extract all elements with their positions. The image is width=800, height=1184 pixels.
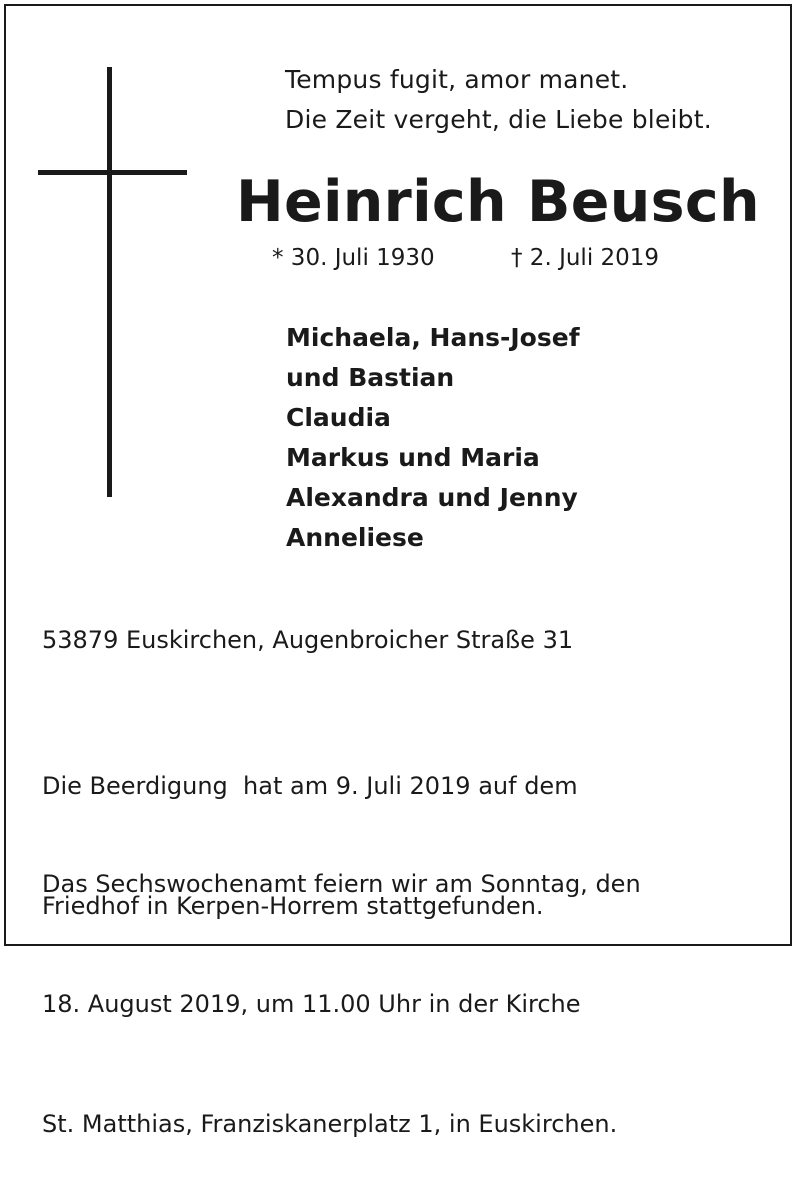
cross-horizontal-bar — [38, 170, 187, 175]
mourner-line: und Bastian — [286, 363, 455, 392]
address: 53879 Euskirchen, Augenbroicher Straße 31 — [42, 626, 574, 654]
motto — [285, 60, 712, 140]
motto-german: Die Zeit vergeht, die Liebe bleibt. — [285, 105, 712, 134]
mourner-line: Markus und Maria — [286, 443, 540, 472]
mourner-line: Anneliese — [286, 523, 424, 552]
memorial-notice-line: Das Sechswochenamt feiern wir am Sonntag, den — [42, 870, 641, 898]
mourner-line: Claudia — [286, 403, 391, 432]
funeral-notice-line: Friedhof in Kerpen-Horrem stattgefunden. — [42, 892, 544, 920]
deceased-name: Heinrich Beusch — [236, 169, 760, 235]
memorial-notice-line: 18. August 2019, um 11.00 Uhr in der Kirche — [42, 990, 581, 1018]
birth-date: * 30. Juli 1930 — [272, 245, 435, 271]
memorial-notice — [42, 784, 641, 1184]
funeral-notice-line: Die Beerdigung hat am 9. Juli 2019 auf dem — [42, 772, 578, 800]
memorial-notice-line: St. Matthias, Franziskanerplatz 1, in Euskirchen. — [42, 1110, 618, 1138]
motto-latin: Tempus fugit, amor manet. — [285, 65, 629, 94]
death-date: † 2. Juli 2019 — [511, 245, 660, 271]
cross-vertical-bar — [107, 67, 112, 497]
mourner-line: Michaela, Hans-Josef — [286, 323, 580, 352]
mourners-list — [286, 318, 580, 558]
mourner-line: Alexandra und Jenny — [286, 483, 578, 512]
